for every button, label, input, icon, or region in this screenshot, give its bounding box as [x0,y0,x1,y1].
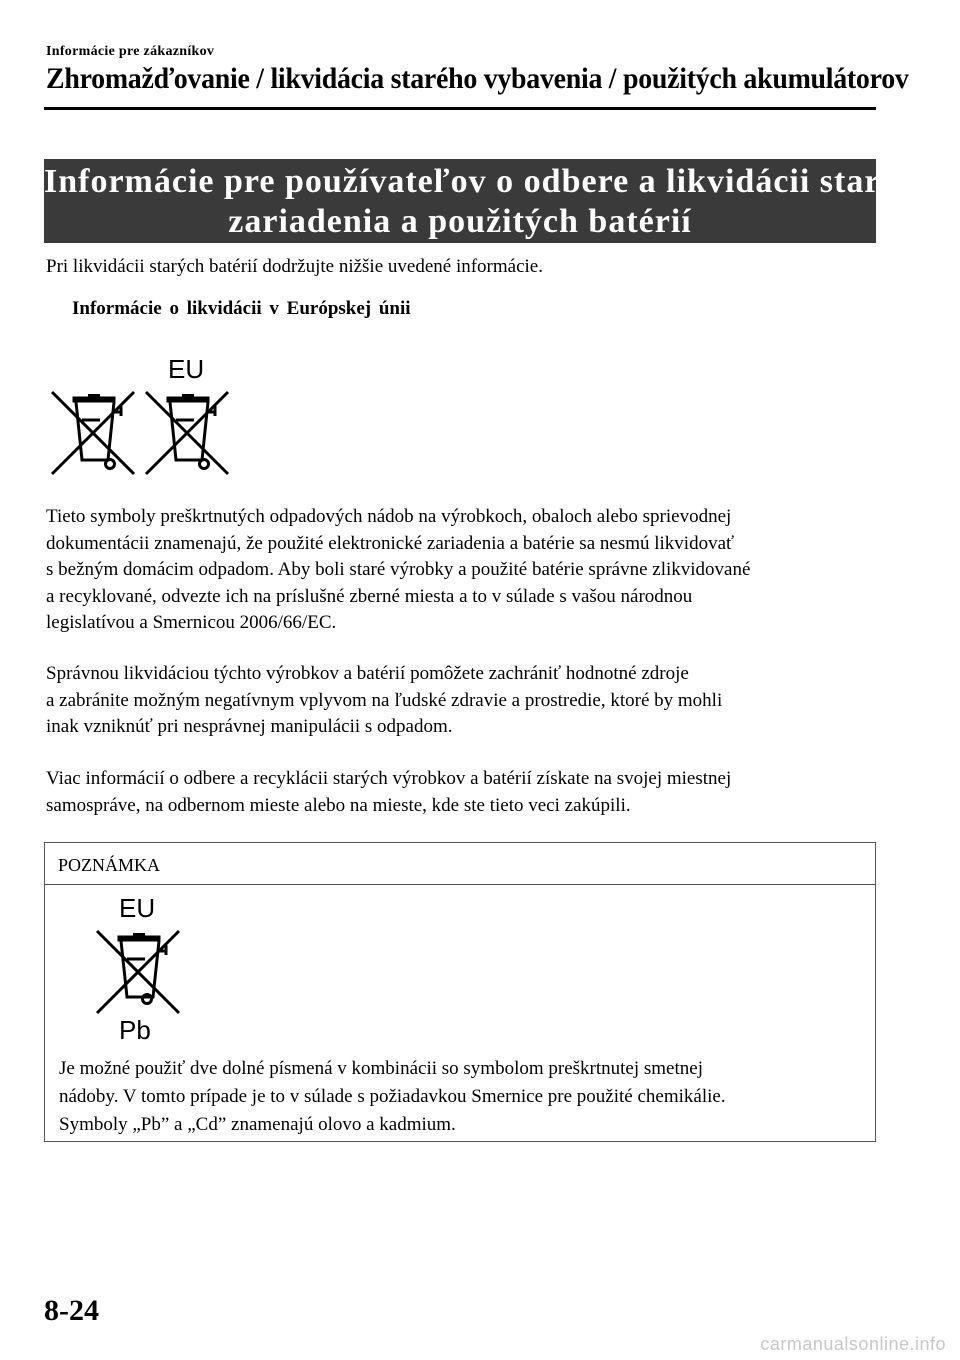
watermark: carmanualsonline.info [760,1334,946,1354]
section-title-line-1: Informácie pre používateľov o odbere a likvidácii starého [44,163,935,200]
text-line: legislatívou a Smernicou 2006/66/EC. [46,612,337,633]
section-banner [44,159,935,243]
text-line: Tieto symboly preškrtnutých odpadových nádob na výrobkoch, obaloch alebo sprievodnej [46,506,732,527]
wheelie-bin-icon [146,392,228,474]
note-chem-label: Pb [119,1015,151,1043]
section-title-line-2: zariadenia a použitých batérií [228,203,692,240]
text-line: a zabránite možným negatívnym vplyvom na ľudské zdravie a prostredie, ktoré by mohli [46,689,723,711]
note-eu-label: EU [119,893,156,923]
text-line: dokumentácii znamenajú, že použité elektronické zariadenia a batérie sa nesmú likvidovať [46,532,735,554]
text-line: nádoby. V tomto prípade je to v súlade s požiadavkou Smernice pre použité chemikálie. [59,1086,726,1107]
paragraph-3 [46,766,886,819]
text-line: s bežným domácim odpadom. Aby boli staré výrobky a použité batérie správne zlikvidované [46,559,751,580]
note-header: POZNÁMKA [45,843,875,885]
chapter-rule [44,107,876,110]
text-line: a recyklované, odvezte ich na príslušné zberné miesta a to v súlade s vašou národnou [46,585,693,607]
subheading: Informácie o likvidácii v Európskej únii [72,298,411,319]
chapter-title: Zhromažďovanie / likvidácia starého vybavenia / použitých akumulátorov [46,62,909,95]
note-text [59,1055,726,1139]
text-line: Symboly „Pb” a „Cd” znamenajú olovo a kadmium. [59,1114,456,1135]
eu-label: EU [168,356,205,384]
text-line: Viac informácií o odbere a recyklácii starých výrobkov a batérií získate na svojej miestnej [46,768,732,789]
paragraph-1 [46,504,886,637]
wheelie-bin-icon [97,931,179,1013]
intro-text: Pri likvidácii starých batérií dodržujte nižšie uvedené informácie. [46,256,543,277]
note-symbol [91,893,191,1043]
eu-symbols [50,356,240,480]
text-line: Je možné použiť dve dolné písmená v kombinácii so symbolom preškrtnutej smetnej [59,1058,703,1079]
text-line: inak vzniknúť pri nesprávnej manipulácii s odpadom. [46,716,453,737]
text-line: samospráve, na odbernom mieste alebo na mieste, kde ste tieto veci zakúpili. [46,794,631,816]
paragraph-2 [46,661,886,741]
note-box [44,842,876,1142]
page-number: 8-24 [44,1294,99,1327]
running-head: Informácie pre zákazníkov [46,44,215,59]
text-line: Správnou likvidáciou týchto výrobkov a batérií pomôžete zachrániť hodnotné zdroje [46,663,689,684]
wheelie-bin-icon [52,392,134,474]
